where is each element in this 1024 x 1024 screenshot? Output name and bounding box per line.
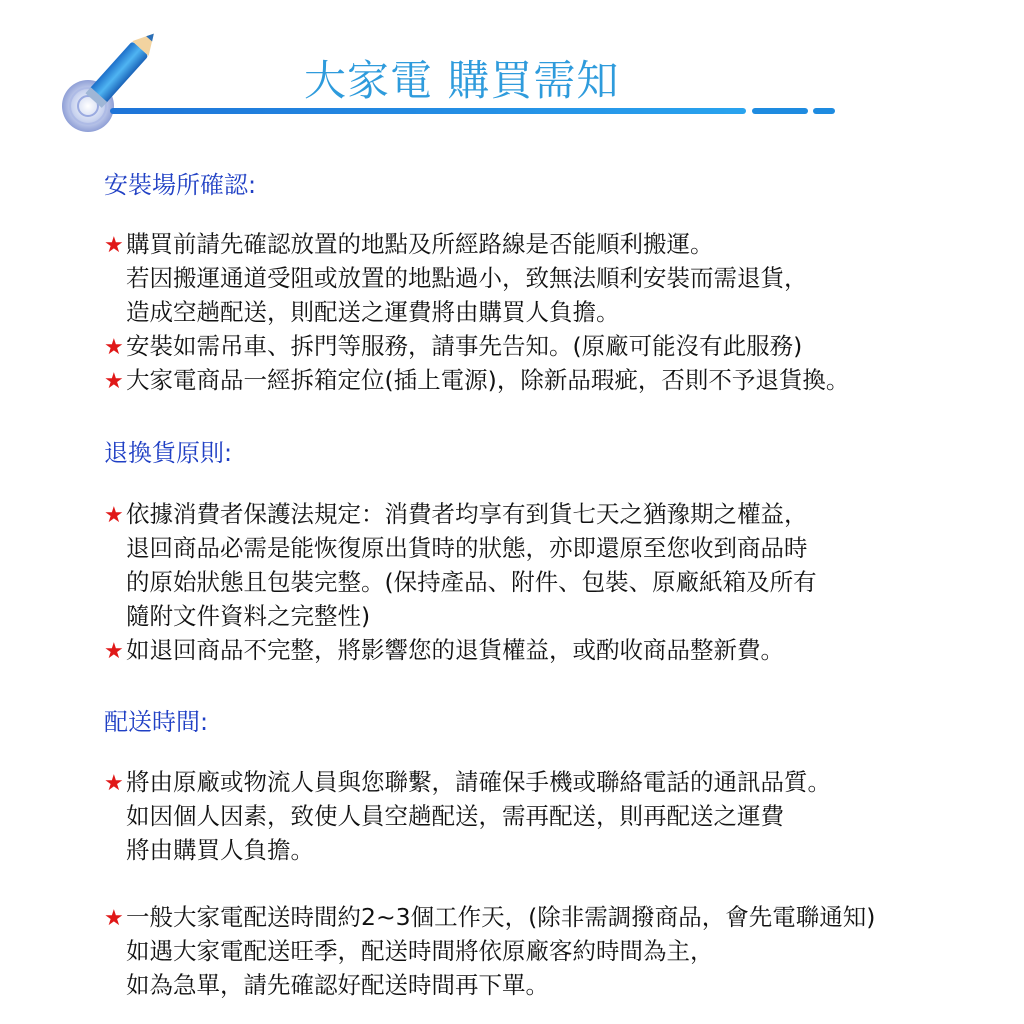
notice-text: 購買前請先確認放置的地點及所經路線是否能順利搬運。	[126, 230, 714, 258]
star-bullet-icon: ★	[104, 771, 124, 796]
notice-text: 大家電商品一經拆箱定位(插上電源)，除新品瑕疵，否則不予退貨換。	[126, 366, 850, 394]
notice-text: 安裝如需吊車、拆門等服務，請事先告知。(原廠可能沒有此服務)	[126, 332, 803, 360]
notice-text: 若因搬運通道受阻或放置的地點過小，致無法順利安裝而需退貨，	[126, 264, 808, 292]
notice-line	[104, 765, 1014, 799]
section-delivery-body-a	[104, 765, 1014, 867]
notice-text: 一般大家電配送時間約2~3個工作天，(除非需調撥商品，會先電聯通知)	[126, 903, 876, 931]
notice-text: 如為急單，請先確認好配送時間再下單。	[126, 971, 549, 999]
section-installation-body	[104, 227, 1014, 397]
notice-line	[104, 934, 1014, 968]
star-bullet-icon: ★	[104, 639, 124, 664]
notice-text: 將由購買人負擔。	[126, 836, 314, 864]
notice-line	[104, 968, 1014, 1002]
section-title-returns: 退換貨原則:	[104, 439, 233, 467]
notice-text: 將由原廠或物流人員與您聯繫，請確保手機或聯絡電話的通訊品質。	[126, 768, 831, 796]
notice-text: 退回商品必需是能恢復原出貨時的狀態，亦即還原至您收到商品時	[126, 534, 808, 562]
page-title: 大家電 購買需知	[304, 56, 620, 105]
star-bullet-icon: ★	[104, 233, 124, 258]
notice-line	[104, 565, 1014, 599]
star-bullet-icon: ★	[104, 369, 124, 394]
notice-line	[104, 363, 1014, 397]
pencil-icon	[58, 24, 168, 134]
notice-line	[104, 633, 1014, 667]
star-bullet-icon: ★	[104, 503, 124, 528]
notice-text: 如遇大家電配送旺季，配送時間將依原廠客約時間為主，	[126, 937, 714, 965]
title-underline-dash	[813, 108, 835, 114]
star-bullet-icon: ★	[104, 335, 124, 360]
title-underline-dash	[752, 108, 808, 114]
notice-line	[104, 295, 1014, 329]
section-returns-body	[104, 497, 1014, 667]
star-bullet-icon: ★	[104, 906, 124, 931]
notice-line	[104, 799, 1014, 833]
section-title-installation: 安裝場所確認:	[104, 171, 257, 199]
notice-text: 如退回商品不完整，將影響您的退貨權益，或酌收商品整新費。	[126, 636, 784, 664]
notice-line	[104, 531, 1014, 565]
notice-text: 的原始狀態且包裝完整。(保持產品、附件、包裝、原廠紙箱及所有	[126, 568, 817, 596]
notice-line	[104, 900, 1014, 934]
notice-line	[104, 227, 1014, 261]
title-underline	[110, 108, 746, 114]
notice-text: 隨附文件資料之完整性)	[126, 602, 371, 630]
notice-text: 如因個人因素，致使人員空趟配送，需再配送，則再配送之運費	[126, 802, 784, 830]
header	[0, 0, 1024, 130]
section-delivery-body-b	[104, 900, 1014, 1002]
notice-line	[104, 599, 1014, 633]
notice-line	[104, 497, 1014, 531]
section-title-delivery: 配送時間:	[104, 708, 209, 736]
notice-text: 造成空趟配送，則配送之運費將由購買人負擔。	[126, 298, 620, 326]
notice-text: 依據消費者保護法規定：消費者均享有到貨七天之猶豫期之權益，	[126, 500, 808, 528]
notice-line	[104, 833, 1014, 867]
notice-line	[104, 261, 1014, 295]
notice-line	[104, 329, 1014, 363]
